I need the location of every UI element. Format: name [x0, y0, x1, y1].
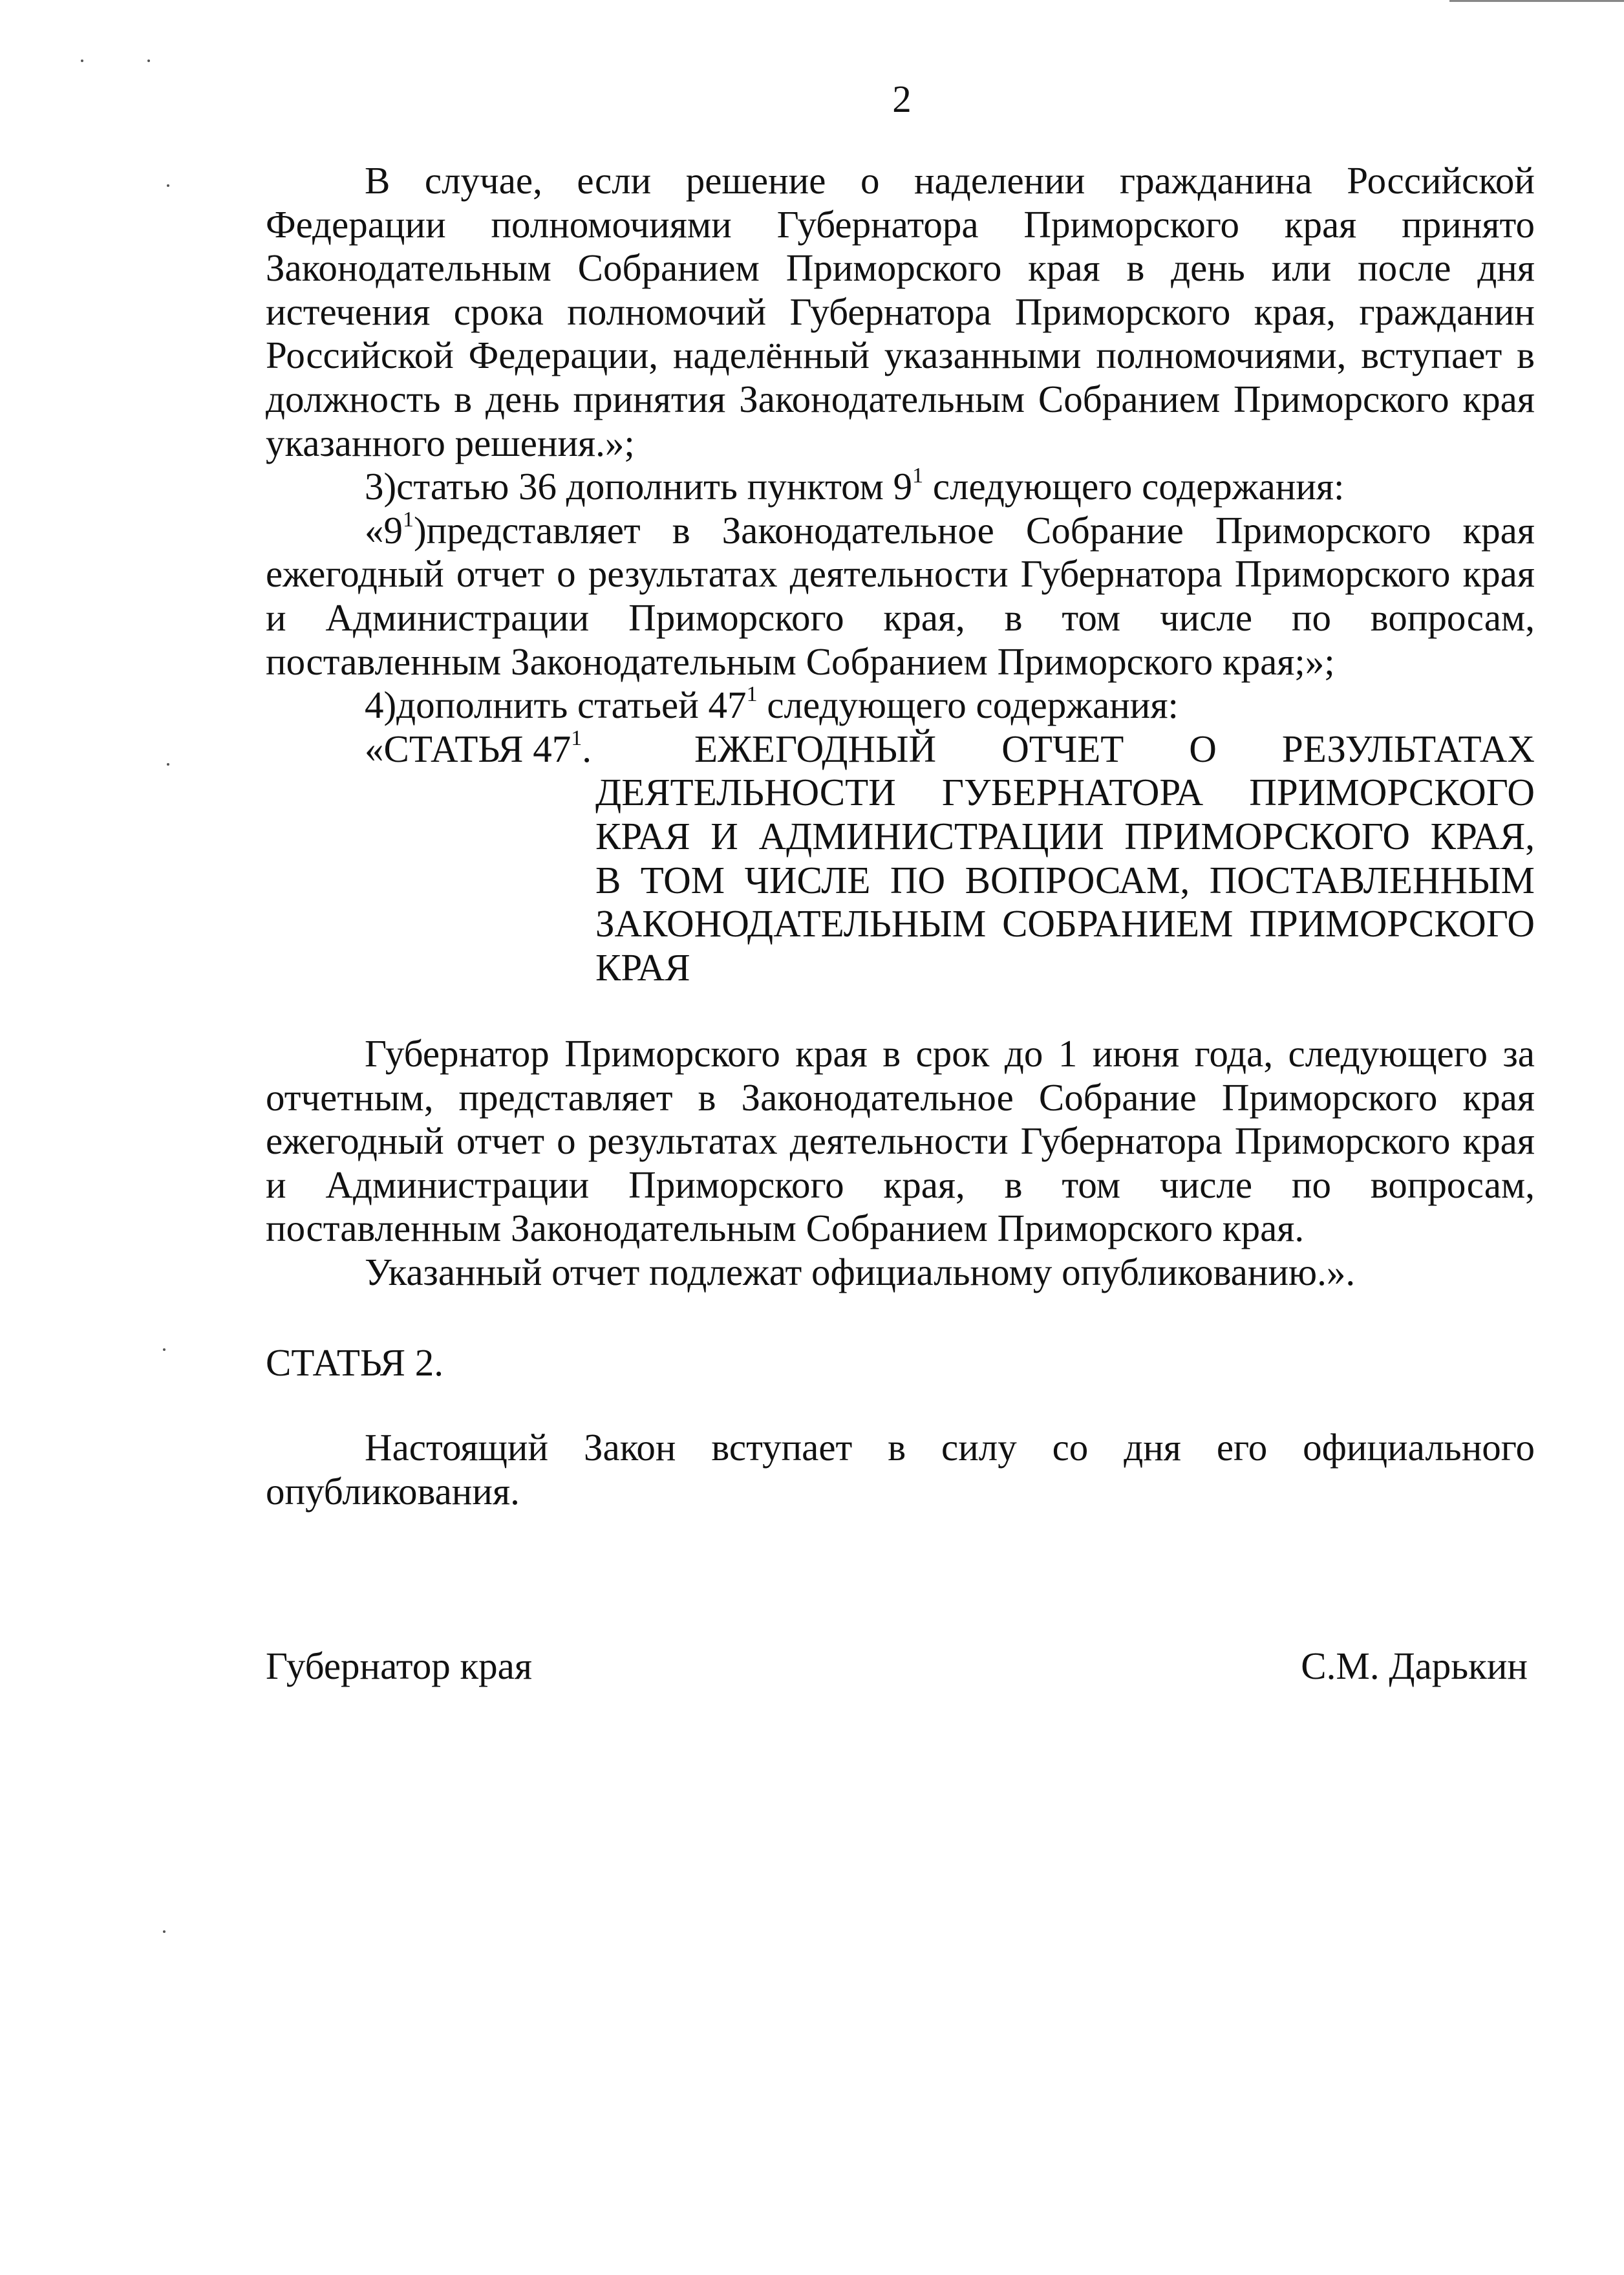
paragraph-line: должность в день принятия Законодательным Собранием Приморского края [266, 377, 1535, 420]
superscript: 1 [403, 507, 414, 532]
article-heading-line: ЗАКОНОДАТЕЛЬНЫМ СОБРАНИЕМ ПРИМОРСКОГО [595, 902, 1535, 945]
article-47-1-body [266, 1032, 1535, 1295]
scan-dot [81, 59, 83, 62]
article-2-body [266, 1426, 1535, 1513]
paragraph-line: истечения срока полномочий Губернатора Приморского края, гражданин [266, 290, 1535, 333]
scan-dot [147, 59, 150, 62]
item-4 [266, 684, 1535, 728]
page-number: 2 [892, 78, 912, 120]
article-2-title [266, 1341, 1535, 1385]
article-heading-prefix [365, 728, 694, 771]
article-heading-line: КРАЯ [595, 945, 690, 989]
paragraph-line: Настоящий Закон вступает в силу со дня его официального [365, 1426, 1535, 1469]
article-heading-line: КРАЯ И АДМИНИСТРАЦИИ ПРИМОРСКОГО КРАЯ, [595, 814, 1535, 857]
paragraph-line: Губернатор Приморского края в срок до 1 июня года, следующего за [365, 1032, 1535, 1075]
signatory-name: С.М. Дарькин [1301, 1644, 1528, 1687]
scan-dot [163, 1348, 166, 1351]
item-text: 3)статью 36 дополнить пунктом 9 [365, 465, 913, 508]
signature-block [266, 1644, 1528, 1688]
paragraph-line: и Администрации Приморского края, в том числе по вопросам, [266, 1163, 1535, 1206]
amendment-block [266, 159, 1535, 989]
item-9-line [266, 509, 1535, 553]
article-heading-text: ЕЖЕГОДНЫЙ ОТЧЕТ О РЕЗУЛЬТАТАХ [694, 727, 1535, 770]
paragraph-line: Федерации полномочиями Губернатора Приморского края принято [266, 202, 1535, 246]
paragraph-line: Российской Федерации, наделённый указанными полномочиями, вступает в [266, 334, 1535, 377]
scan-dot [163, 1930, 166, 1933]
scan-edge-line [1449, 0, 1624, 2]
paragraph-line: поставленным Законодательным Собранием Приморского края. [266, 1207, 1305, 1250]
item-9-line: ежегодный отчет о результатах деятельности Губернатора Приморского края [266, 552, 1535, 596]
paragraph-line: указанного решения.»; [266, 421, 635, 464]
superscript: 1 [746, 682, 758, 707]
article-title: СТАТЬЯ 2. [266, 1341, 444, 1384]
scan-dot [167, 184, 169, 187]
scan-dot [167, 763, 169, 766]
item-text: следующего содержания: [757, 684, 1179, 727]
paragraph-line: ежегодный отчет о результатах деятельности Губернатора Приморского края [266, 1119, 1535, 1163]
item-text: «9 [365, 508, 403, 552]
heading-text: «СТАТЬЯ 47 [365, 727, 572, 770]
paragraph-line: отчетным, представляет в Законодательное Собрание Приморского края [266, 1075, 1535, 1119]
superscript: 1 [912, 464, 924, 488]
item-9-line: и Администрации Приморского края, в том числе по вопросам, [266, 596, 1535, 639]
item-text: следующего содержания: [923, 465, 1345, 508]
heading-text: . [582, 727, 592, 770]
item-9-line: поставленным Законодательным Собранием Приморского края;»; [266, 640, 1335, 683]
article-heading-line: В ТОМ ЧИСЛЕ ПО ВОПРОСАМ, ПОСТАВЛЕННЫМ [595, 858, 1535, 901]
paragraph-line: В случае, если решение о наделении гражданина Российской [365, 159, 1535, 202]
paragraph-line: опубликования. [266, 1469, 520, 1513]
article-heading-first-line [266, 728, 1535, 771]
item-text: )представляет в Законодательное Собрание Приморского края [414, 508, 1535, 552]
signatory-position: Губернатор края [266, 1644, 532, 1687]
paragraph-line: Законодательным Собранием Приморского края в день или после дня [266, 246, 1535, 290]
article-heading-line: ДЕЯТЕЛЬНОСТИ ГУБЕРНАТОРА ПРИМОРСКОГО [595, 771, 1535, 814]
superscript: 1 [571, 726, 582, 750]
item-text: 4)дополнить статьей 47 [365, 684, 747, 727]
paragraph-line: Указанный отчет подлежат официальному опубликованию.». [365, 1250, 1356, 1293]
item-3 [266, 465, 1535, 509]
